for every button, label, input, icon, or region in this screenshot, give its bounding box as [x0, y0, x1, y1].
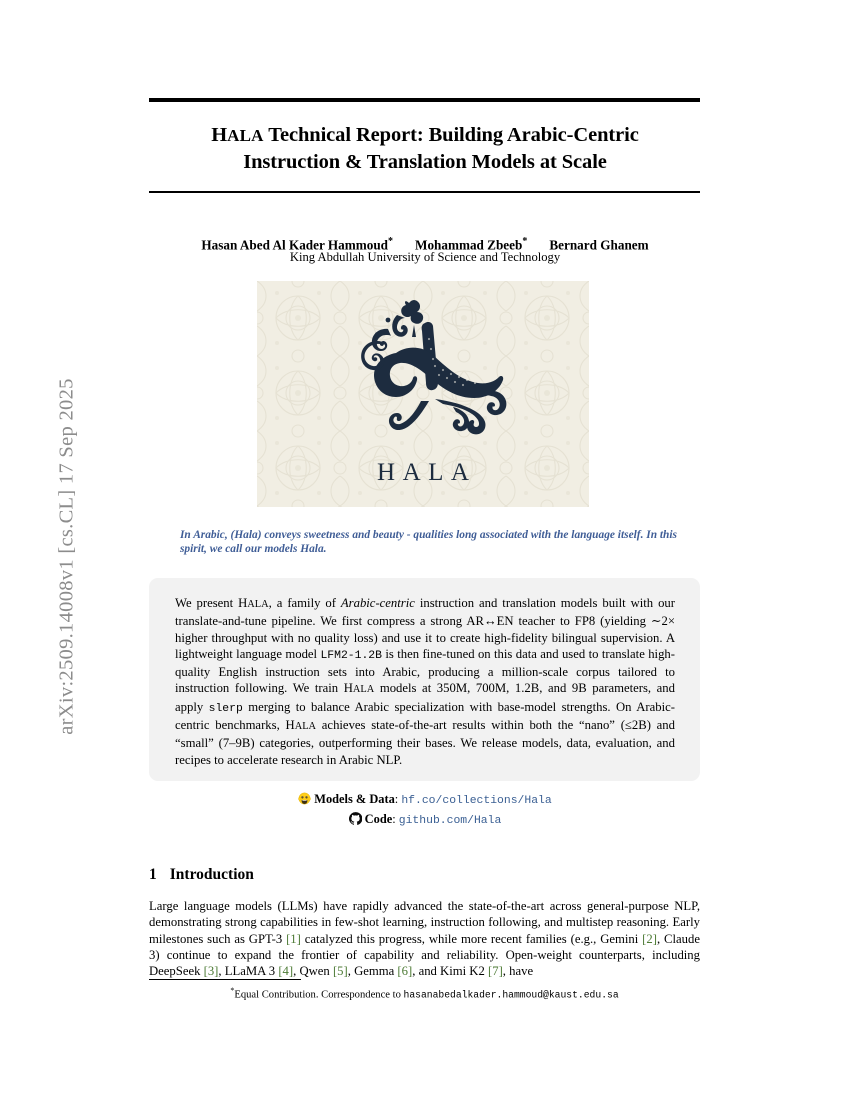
hala-logo-figure	[257, 281, 589, 507]
code-label: Code	[364, 811, 393, 826]
intro-seg-2: catalyzed this progress, while more recent families (e.g., Gemini	[300, 931, 643, 946]
github-icon	[349, 812, 362, 831]
models-data-label: Models & Data	[314, 792, 395, 806]
introduction-paragraph	[149, 898, 700, 979]
resource-links	[140, 791, 710, 830]
figure-caption: In Arabic, (Hala) conveys sweetness and beauty - qualities long associated with the language itself. In this spirit, we call our models Hala.	[180, 529, 677, 555]
code-sep: :	[392, 811, 399, 826]
paper-page	[140, 0, 710, 1100]
citation-6[interactable]: [6]	[397, 964, 413, 979]
abs-arrow: ↔	[483, 614, 497, 629]
abs-seg-3: instruction and translation models built with our translate-and-tune pipeline. We first compress a strong AR	[175, 596, 675, 629]
abs-lfm-model-name: LFM2-1.2B	[320, 649, 382, 662]
section-title: Introduction	[169, 866, 254, 883]
abs-hala-sc-3: ALA	[294, 721, 317, 733]
abs-arabic-centric: Arabic-centric	[340, 596, 415, 610]
arxiv-stamp-text: arXiv:2509.14008v1 [cs.CL] 17 Sep 2025	[55, 378, 78, 735]
hugging-face-icon	[298, 792, 311, 811]
abs-seg-7: models at 350M, 700M, 1.2B, and 9B parameters, and apply	[175, 681, 675, 714]
abs-hala-cap-2: H	[343, 681, 353, 696]
abs-slerp: slerp	[208, 702, 243, 715]
abstract-box	[149, 578, 700, 781]
intro-seg-7: , and Kimi K2	[412, 964, 488, 979]
abs-seg-8: merging to balance Arabic specialization with base-model strengths. On Arabic-centric benchmarks,	[175, 699, 675, 733]
intro-seg-3: , Claude 3) continue to expand the frontier of capability and reliability. Open-weight counterparts, including DeepSeek	[149, 931, 700, 979]
author-1: Hasan Abed Al Kader Hammoud	[201, 237, 388, 253]
abs-hala-cap-1: H	[238, 596, 248, 610]
abs-hala-cap-3: H	[285, 718, 295, 733]
section-number: 1	[149, 866, 157, 883]
arxiv-stamp	[0, 0, 90, 1100]
intro-seg-6: , Gemma	[347, 964, 398, 979]
abs-seg-1: We present	[175, 596, 239, 610]
intro-seg-5: , Qwen	[293, 964, 333, 979]
models-data-sep: :	[394, 792, 402, 806]
citation-2[interactable]: [2]	[642, 931, 657, 946]
citation-5[interactable]: [5]	[332, 964, 348, 979]
abs-seg-9: achieves state-of-the-art results within both the “nano” (≤2B) and “small” (7–9B) categories, outperforming their bases. We release models, data, evaluation, and recipes to accelerate research in Arabic NLP.	[175, 718, 675, 767]
intro-seg-4: , LLaMA 3	[218, 964, 279, 979]
abs-hala-sc-2: ALA	[352, 684, 375, 696]
abs-seg-5: higher throughput with no quality loss) and use it to create high-fidelity bilingual supervision. A lightweight language model	[175, 630, 675, 661]
author-1-mark: *	[388, 236, 393, 247]
footnote-rule	[149, 979, 301, 980]
abs-seg-4: EN teacher to FP8 (yielding	[496, 614, 651, 629]
intro-seg-8: , have	[502, 964, 534, 979]
models-data-link-row[interactable]	[140, 791, 710, 811]
footnote-text: Equal Contribution. Correspondence to	[234, 989, 404, 1001]
code-link-row[interactable]	[140, 811, 710, 831]
abs-approx: ∼2×	[650, 614, 675, 629]
code-url[interactable]: github.com/Hala	[398, 814, 502, 827]
citation-4[interactable]: [4]	[278, 964, 294, 979]
affiliation: King Abdullah University of Science and Technology	[289, 250, 561, 264]
abs-hala-sc-1: ALA	[247, 599, 269, 610]
logo-wordmark: HALA	[377, 459, 477, 486]
author-3: Bernard Ghanem	[549, 237, 649, 253]
arabic-calligraphy-hala-icon	[257, 287, 589, 462]
title-rule-top	[149, 98, 700, 102]
title-hala-cap: H	[211, 124, 228, 146]
abs-seg-6: is then fine-tuned on this data and used to translate high-quality English instruction sets into Arabic, producing a million-scale corpus tailored to instruction following. We train	[175, 646, 675, 696]
page-title	[160, 122, 690, 176]
footnote	[149, 984, 700, 1002]
footnote-email[interactable]: hasanabedalkader.hammoud@kaust.edu.sa	[403, 989, 619, 1001]
abstract-text	[175, 595, 675, 768]
citation-1[interactable]: [1]	[286, 931, 301, 946]
intro-seg-1: Large language models (LLMs) have rapidly advanced the state-of-the-art across general-purpose NLP, demonstrating strong capabilities in few-shot learning, instruction following, and multistep reasoning. Early milestones such as GPT-3	[149, 899, 700, 946]
author-2-mark: *	[522, 236, 528, 247]
title-line1-rest: Technical Report: Building Arabic-Centric	[263, 124, 639, 146]
citation-3[interactable]: [3]	[203, 964, 219, 979]
citation-7[interactable]: [7]	[488, 964, 503, 979]
author-2: Mohammad Zbeeb	[415, 237, 523, 253]
title-rule-bottom	[149, 191, 700, 193]
footnote-marker: *	[230, 986, 235, 995]
models-data-url[interactable]: hf.co/collections/Hala	[401, 795, 552, 807]
title-hala-smallcaps: ALA	[227, 126, 264, 145]
section-heading-introduction	[149, 866, 254, 884]
title-line2: Instruction & Translation Models at Scale	[243, 151, 607, 173]
abs-seg-2: , a family of	[268, 596, 341, 610]
